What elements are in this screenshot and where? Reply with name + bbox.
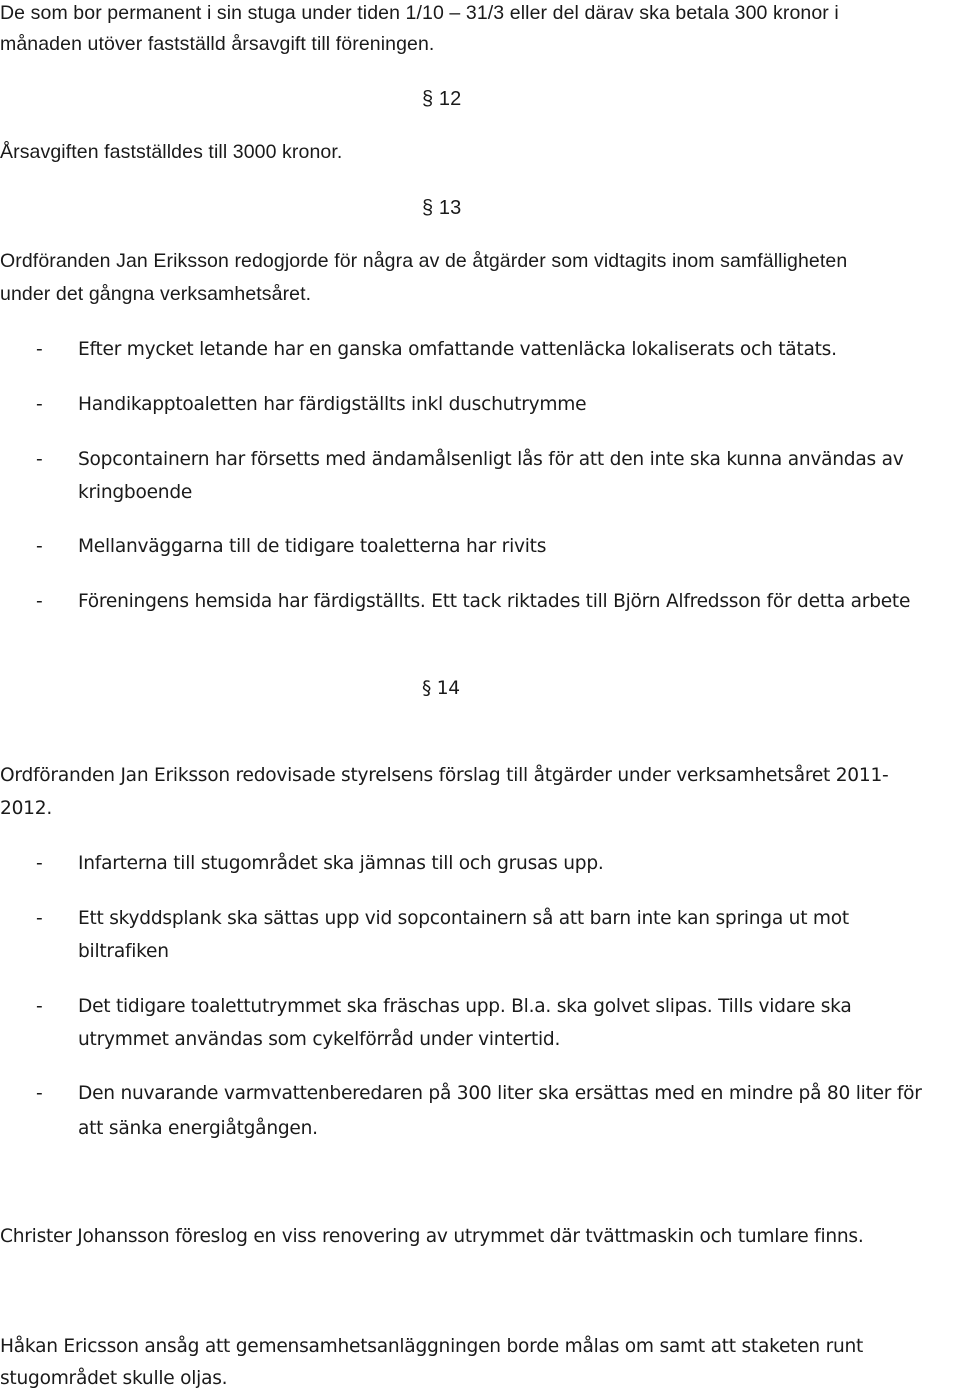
bullet-text: kringboende: [78, 482, 193, 503]
bullet-dash: -: [36, 339, 43, 360]
bullet-text: biltrafiken: [78, 941, 169, 962]
bullet-dash: -: [36, 996, 43, 1017]
comment-hakan-line-2: stugområdet skulle oljas.: [0, 1368, 228, 1389]
bullet-dash: -: [36, 591, 43, 612]
bullet-text: att sänka energiåtgången.: [78, 1118, 318, 1139]
bullet-dash: -: [36, 536, 43, 557]
intro-line-1: De som bor permanent i sin stuga under tiden 1/10 – 31/3 eller del därav ska betala 300 kronor i: [0, 2, 839, 24]
bullet-dash: -: [36, 394, 43, 415]
comment-christer: Christer Johansson föreslog en viss renovering av utrymmet där tvättmaskin och tumlare finns.: [0, 1226, 864, 1247]
section-13-intro-line-1: Ordföranden Jan Eriksson redogjorde för några av de åtgärder som vidtagits inom samfälligheten: [0, 250, 848, 272]
comment-hakan-line-1: Håkan Ericsson ansåg att gemensamhetsanläggningen borde målas om samt att staketen runt: [0, 1336, 864, 1357]
section-13-heading: § 13: [422, 197, 462, 219]
bullet-dash: -: [36, 1083, 43, 1104]
bullet-text: Det tidigare toalettutrymmet ska fräschas upp. Bl.a. ska golvet slipas. Tills vidare ska: [78, 996, 852, 1017]
bullet-text: Den nuvarande varmvattenberedaren på 300 liter ska ersättas med en mindre på 80 liter för: [78, 1083, 922, 1104]
bullet-text: Infarterna till stugområdet ska jämnas till och grusas upp.: [78, 853, 604, 874]
bullet-dash: -: [36, 449, 43, 470]
bullet-text: utrymmet användas som cykelförråd under vintertid.: [78, 1029, 561, 1050]
bullet-text: Föreningens hemsida har färdigställts. Ett tack riktades till Björn Alfredsson för detta arbete: [78, 591, 911, 612]
bullet-dash: -: [36, 908, 43, 929]
section-12-text: Årsavgiften fastställdes till 3000 kronor.: [0, 141, 343, 163]
section-13-intro-line-2: under det gångna verksamhetsåret.: [0, 283, 312, 305]
section-14-intro-line-2: 2012.: [0, 798, 52, 819]
bullet-dash: -: [36, 853, 43, 874]
section-12-heading: § 12: [422, 88, 462, 110]
intro-line-2: månaden utöver fastställd årsavgift till föreningen.: [0, 33, 435, 55]
bullet-text: Ett skyddsplank ska sättas upp vid sopcontainern så att barn inte kan springa ut mot: [78, 908, 849, 929]
bullet-text: Sopcontainern har försetts med ändamålsenligt lås för att den inte ska kunna användas av: [78, 449, 904, 470]
section-14-heading: § 14: [422, 678, 460, 699]
bullet-text: Efter mycket letande har en ganska omfattande vattenläcka lokaliserats och tätats.: [78, 339, 837, 360]
bullet-text: Handikapptoaletten har färdigställts inkl duschutrymme: [78, 394, 587, 415]
section-14-intro-line-1: Ordföranden Jan Eriksson redovisade styrelsens förslag till åtgärder under verksamhetsåret 2011-: [0, 765, 889, 786]
bullet-text: Mellanväggarna till de tidigare toaletterna har rivits: [78, 536, 547, 557]
